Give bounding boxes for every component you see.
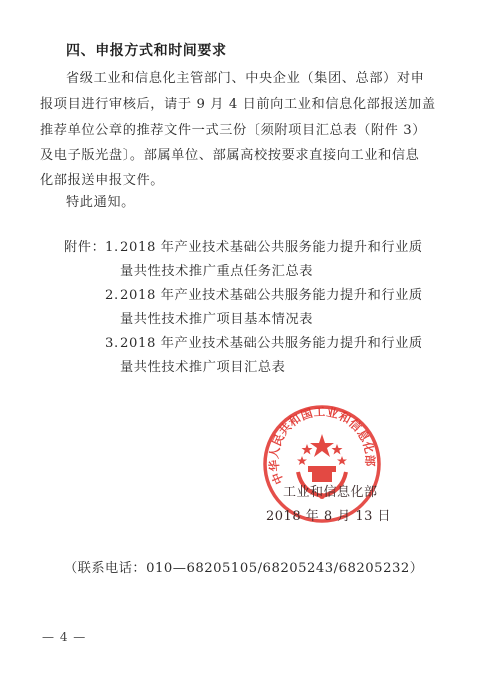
signature-organization: 工业和信息化部: [283, 485, 378, 500]
body-line-4: 及电子版光盘〕。部属单位、部属高校按要求直接向工业和信息: [40, 148, 420, 163]
attachment-3-number: 3.: [105, 336, 119, 351]
section-heading: 四、申报方式和时间要求: [66, 43, 227, 59]
body-line-5: 化部报送申报文件。: [40, 173, 165, 188]
attachment-2-number: 2.: [105, 288, 119, 303]
attachment-3-line-2: 量共性技术推广项目汇总表: [120, 360, 286, 375]
closing-text: 特此通知。: [66, 195, 135, 210]
attachment-1-line-2: 量共性技术推广重点任务汇总表: [120, 264, 314, 279]
attachment-2-line-1: 2018 年产业技术基础公共服务能力提升和行业质: [120, 288, 423, 303]
attachment-1-line-1: 2018 年产业技术基础公共服务能力提升和行业质: [120, 240, 423, 255]
signature-date: 2018 年 8 月 13 日: [266, 509, 392, 524]
page-number: — 4 —: [42, 630, 87, 644]
seal-arc-text: 中华人民共和国工业和信息化部: [266, 404, 378, 487]
body-line-2: 报项目进行审核后，请于 9 月 4 日前向工业和信息化部报送加盖: [40, 97, 436, 112]
attachments-label: 附件：: [64, 240, 106, 255]
attachment-2-line-2: 量共性技术推广项目基本情况表: [120, 312, 314, 327]
body-line-3: 推荐单位公章的推荐文件一式三份〔须附项目汇总表（附件 3）: [40, 123, 427, 138]
attachment-3-line-1: 2018 年产业技术基础公共服务能力提升和行业质: [120, 336, 423, 351]
attachment-1-number: 1.: [105, 240, 119, 255]
body-line-1: 省级工业和信息化主管部门、中央企业（集团、总部）对申: [66, 71, 425, 86]
contact-phone: （联系电话：010—68205105/68205243/68205232）: [64, 561, 424, 576]
